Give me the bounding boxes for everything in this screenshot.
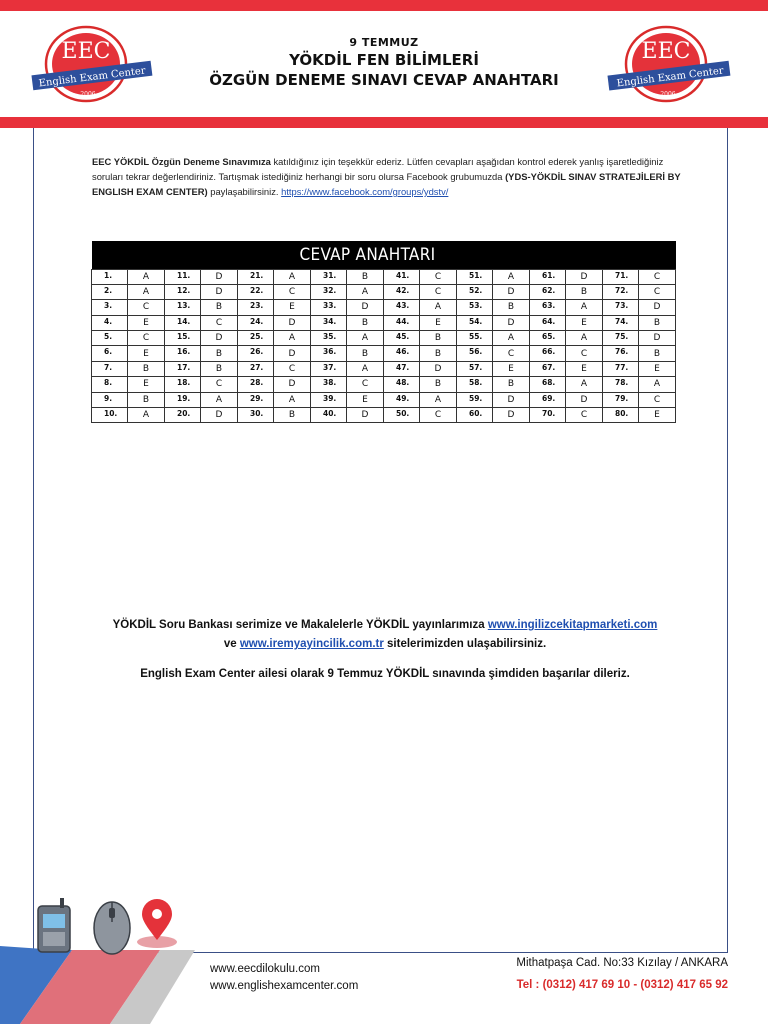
header-red-band	[0, 117, 768, 128]
question-number: 22.	[238, 284, 274, 299]
answer-letter: B	[493, 377, 530, 392]
answer-letter: D	[493, 284, 530, 299]
promo-text-2-pre: ve	[223, 638, 240, 650]
question-number: 26.	[238, 346, 274, 361]
answer-letter: A	[566, 300, 603, 315]
answer-letter: C	[128, 300, 165, 315]
document-title	[200, 36, 568, 89]
question-number: 13.	[165, 300, 201, 315]
logo-name: English Exam Center	[38, 65, 147, 90]
question-number: 44.	[384, 315, 420, 330]
answer-letter: B	[128, 361, 165, 376]
eec-logo-right	[604, 24, 736, 104]
question-number: 64.	[530, 315, 566, 330]
promo-line-1	[80, 619, 690, 631]
question-number: 31.	[311, 269, 347, 284]
answer-letter: A	[128, 269, 165, 284]
logo-abbr: EEC	[61, 39, 111, 64]
question-number: 72.	[603, 284, 639, 299]
question-number: 59.	[457, 392, 493, 407]
answer-letter: B	[201, 300, 238, 315]
answer-letter: B	[347, 269, 384, 284]
question-number: 23.	[238, 300, 274, 315]
answer-letter: A	[128, 284, 165, 299]
answer-letter: E	[274, 300, 311, 315]
answer-letter: D	[201, 269, 238, 284]
question-number: 40.	[311, 408, 347, 423]
question-number: 20.	[165, 408, 201, 423]
answer-letter: B	[566, 284, 603, 299]
question-number: 52.	[457, 284, 493, 299]
answer-row	[92, 269, 676, 284]
answer-letter: D	[639, 300, 676, 315]
question-number: 57.	[457, 361, 493, 376]
question-number: 75.	[603, 331, 639, 346]
question-number: 2.	[92, 284, 128, 299]
intro-text-2: paylaşabilirsiniz.	[207, 186, 282, 197]
answer-letter: E	[128, 377, 165, 392]
question-number: 78.	[603, 377, 639, 392]
answer-letter: E	[128, 346, 165, 361]
answer-letter: A	[274, 269, 311, 284]
answer-letter: C	[347, 377, 384, 392]
answer-letter: D	[274, 315, 311, 330]
question-number: 63.	[530, 300, 566, 315]
answer-letter: D	[639, 331, 676, 346]
question-number: 61.	[530, 269, 566, 284]
location-pin-icon	[137, 899, 177, 948]
question-number: 60.	[457, 408, 493, 423]
answer-letter: B	[274, 408, 311, 423]
question-number: 73.	[603, 300, 639, 315]
ingilizcekitapmarketi-link[interactable]: www.ingilizcekitapmarketi.com	[487, 619, 658, 631]
answer-letter: B	[347, 315, 384, 330]
title-subject: YÖKDİL FEN BİLİMLERİ	[289, 51, 479, 69]
mouse-icon	[94, 902, 130, 954]
answer-row	[92, 346, 676, 361]
answer-letter: B	[201, 361, 238, 376]
question-number: 12.	[165, 284, 201, 299]
answer-letter: B	[493, 300, 530, 315]
title-date: 9 TEMMUZ	[349, 36, 419, 49]
question-number: 76.	[603, 346, 639, 361]
answer-key-title: CEVAP ANAHTARI	[92, 241, 676, 269]
question-number: 80.	[603, 408, 639, 423]
question-number: 5.	[92, 331, 128, 346]
answer-letter: B	[347, 346, 384, 361]
question-number: 50.	[384, 408, 420, 423]
question-number: 77.	[603, 361, 639, 376]
answer-letter: A	[493, 331, 530, 346]
question-number: 41.	[384, 269, 420, 284]
footer-telephone: Tel : (0312) 417 69 10 - (0312) 417 65 92	[516, 979, 728, 991]
answer-row	[92, 331, 676, 346]
answer-letter: E	[566, 315, 603, 330]
answer-letter: E	[347, 392, 384, 407]
question-number: 39.	[311, 392, 347, 407]
question-number: 6.	[92, 346, 128, 361]
answer-letter: D	[420, 361, 457, 376]
question-number: 79.	[603, 392, 639, 407]
question-number: 37.	[311, 361, 347, 376]
answer-letter: B	[639, 315, 676, 330]
question-number: 27.	[238, 361, 274, 376]
question-number: 8.	[92, 377, 128, 392]
question-number: 66.	[530, 346, 566, 361]
intro-bold-start: EEC YÖKDİL Özgün Deneme Sınavımıza	[92, 156, 271, 167]
question-number: 70.	[530, 408, 566, 423]
answer-letter: A	[201, 392, 238, 407]
answer-letter: A	[420, 300, 457, 315]
answer-letter: D	[566, 392, 603, 407]
question-number: 58.	[457, 377, 493, 392]
answer-letter: A	[566, 331, 603, 346]
answer-letter: C	[420, 408, 457, 423]
answer-letter: D	[566, 269, 603, 284]
title-heading: ÖZGÜN DENEME SINAVI CEVAP ANAHTARI	[209, 71, 559, 89]
phone-icon	[38, 898, 70, 952]
question-number: 24.	[238, 315, 274, 330]
question-number: 43.	[384, 300, 420, 315]
question-number: 9.	[92, 392, 128, 407]
question-number: 7.	[92, 361, 128, 376]
answer-letter: E	[639, 361, 676, 376]
answer-letter: A	[566, 377, 603, 392]
answer-row	[92, 392, 676, 407]
promo-text-2-post: sitelerimizden ulaşabilirsiniz.	[383, 638, 547, 650]
question-number: 3.	[92, 300, 128, 315]
question-number: 16.	[165, 346, 201, 361]
answer-row	[92, 300, 676, 315]
answer-letter: B	[420, 377, 457, 392]
promo-line-2	[80, 638, 690, 650]
question-number: 29.	[238, 392, 274, 407]
website-englishexamcenter[interactable]: www.englishexamcenter.com	[210, 980, 359, 992]
question-number: 14.	[165, 315, 201, 330]
logo-year: 2006	[660, 91, 676, 98]
question-number: 67.	[530, 361, 566, 376]
question-number: 4.	[92, 315, 128, 330]
answer-letter: E	[493, 361, 530, 376]
answer-letter: D	[201, 284, 238, 299]
answer-letter: A	[274, 392, 311, 407]
answer-row	[92, 377, 676, 392]
answer-letter: E	[420, 315, 457, 330]
question-number: 55.	[457, 331, 493, 346]
answer-letter: C	[128, 331, 165, 346]
iremyayincilik-link[interactable]: www.iremyayincilik.com.tr	[239, 638, 384, 650]
website-eecdilokulu[interactable]: www.eecdilokulu.com	[210, 963, 320, 975]
question-number: 36.	[311, 346, 347, 361]
answer-letter: B	[201, 346, 238, 361]
answer-letter: A	[347, 331, 384, 346]
answer-letter: A	[420, 392, 457, 407]
answer-letter: C	[639, 392, 676, 407]
answer-letter: A	[274, 331, 311, 346]
top-red-strip	[0, 0, 768, 11]
answer-letter: D	[347, 300, 384, 315]
answer-letter: A	[347, 284, 384, 299]
answer-letter: E	[566, 361, 603, 376]
question-number: 71.	[603, 269, 639, 284]
question-number: 18.	[165, 377, 201, 392]
answer-letter: C	[493, 346, 530, 361]
answer-letter: C	[274, 361, 311, 376]
question-number: 11.	[165, 269, 201, 284]
question-number: 35.	[311, 331, 347, 346]
intro-text: katıldığınız için teşekkür ederiz. Lütfen cevapları aşağıdan kontrol ederek yanlış işaretlediğiniz soruları tekrar değerlendiriniz. Tartışmak istediğiniz herhangi bir soru olursa Facebook grubumuzda	[92, 156, 664, 182]
logo-abbr: EEC	[641, 39, 691, 64]
answer-letter: B	[128, 392, 165, 407]
question-number: 45.	[384, 331, 420, 346]
intro-paragraph	[92, 154, 692, 199]
question-number: 17.	[165, 361, 201, 376]
question-number: 74.	[603, 315, 639, 330]
answer-letter: D	[274, 377, 311, 392]
answer-letter: E	[128, 315, 165, 330]
answer-letter: D	[347, 408, 384, 423]
answer-letter: C	[201, 377, 238, 392]
answer-letter: C	[274, 284, 311, 299]
question-number: 53.	[457, 300, 493, 315]
logo-name: English Exam Center	[616, 65, 725, 90]
answer-row	[92, 315, 676, 330]
facebook-group-link[interactable]: https://www.facebook.com/groups/ydstv/	[281, 186, 449, 197]
logo-year: 2006	[80, 91, 96, 98]
answer-letter: C	[420, 269, 457, 284]
question-number: 46.	[384, 346, 420, 361]
question-number: 30.	[238, 408, 274, 423]
answer-letter: C	[639, 269, 676, 284]
question-number: 51.	[457, 269, 493, 284]
question-number: 68.	[530, 377, 566, 392]
promo-line-3: English Exam Center ailesi olarak 9 Temmuz YÖKDİL sınavında şimdiden başarılar dileriz.	[140, 668, 630, 680]
intro-group-name: (YDS-YÖKDİL SINAV STRATEJİLERİ BY ENGLISH EXAM CENTER)	[92, 171, 681, 197]
answer-letter: E	[639, 408, 676, 423]
answer-letter: A	[347, 361, 384, 376]
answer-letter: A	[128, 408, 165, 423]
question-number: 48.	[384, 377, 420, 392]
question-number: 56.	[457, 346, 493, 361]
question-number: 21.	[238, 269, 274, 284]
answer-letter: D	[201, 331, 238, 346]
question-number: 19.	[165, 392, 201, 407]
answer-row	[92, 408, 676, 423]
answer-letter: C	[420, 284, 457, 299]
question-number: 10.	[92, 408, 128, 423]
question-number: 54.	[457, 315, 493, 330]
answer-letter: C	[566, 408, 603, 423]
answer-letter: C	[566, 346, 603, 361]
answer-letter: B	[639, 346, 676, 361]
answer-letter: C	[201, 315, 238, 330]
answer-key-table	[91, 241, 676, 423]
answer-letter: C	[639, 284, 676, 299]
question-number: 25.	[238, 331, 274, 346]
answer-letter: D	[201, 408, 238, 423]
promo-text-1: YÖKDİL Soru Bankası serimize ve Makalelerle YÖKDİL yayınlarımıza	[112, 619, 488, 631]
question-number: 34.	[311, 315, 347, 330]
answer-row	[92, 361, 676, 376]
question-number: 69.	[530, 392, 566, 407]
question-number: 47.	[384, 361, 420, 376]
answer-letter: D	[274, 346, 311, 361]
answer-letter: B	[420, 346, 457, 361]
question-number: 38.	[311, 377, 347, 392]
answer-letter: D	[493, 392, 530, 407]
question-number: 28.	[238, 377, 274, 392]
answer-letter: A	[493, 269, 530, 284]
question-number: 33.	[311, 300, 347, 315]
footer-websites	[210, 961, 358, 995]
question-number: 32.	[311, 284, 347, 299]
question-number: 42.	[384, 284, 420, 299]
question-number: 62.	[530, 284, 566, 299]
eec-logo-left	[26, 24, 158, 104]
footer-decoration	[0, 890, 195, 1024]
question-number: 65.	[530, 331, 566, 346]
footer-address: Mithatpaşa Cad. No:33 Kızılay / ANKARA	[516, 957, 728, 969]
answer-letter: B	[420, 331, 457, 346]
question-number: 15.	[165, 331, 201, 346]
question-number: 1.	[92, 269, 128, 284]
answer-row	[92, 284, 676, 299]
answer-letter: D	[493, 408, 530, 423]
answer-letter: A	[639, 377, 676, 392]
question-number: 49.	[384, 392, 420, 407]
answer-letter: D	[493, 315, 530, 330]
